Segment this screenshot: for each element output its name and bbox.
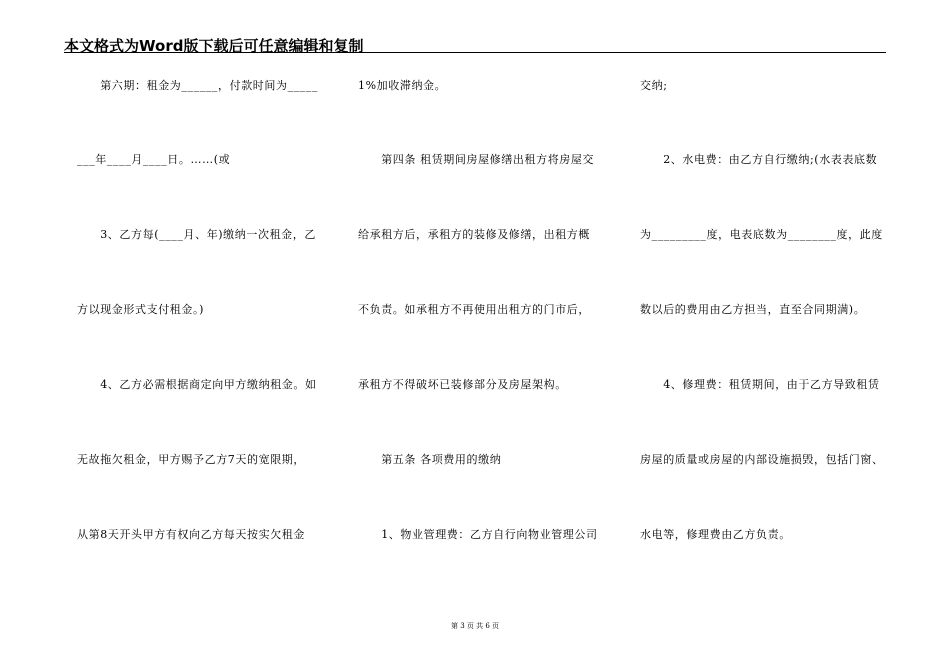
- text-line: 1%加收滞纳金。: [358, 79, 447, 92]
- text-line: 给承租方后，承租方的装修及修缮，出租方概: [358, 228, 590, 241]
- text-line: 无故拖欠租金，甲方赐予乙方7天的宽限期，: [77, 453, 305, 466]
- text-line: 方以现金形式支付租金。): [77, 303, 204, 316]
- text-line: ___年____月____日。……(或: [77, 153, 231, 166]
- text-line: 从第8天开头甲方有权向乙方每天按实欠租金: [77, 528, 305, 541]
- text-line: 数以后的费用由乙方担当，直至合同期满)。: [640, 303, 866, 316]
- text-line: 不负责。如承租方不再使用出租方的门市后，: [358, 303, 590, 316]
- text-line: 承租方不得破坏已装修部分及房屋架构。: [358, 378, 567, 391]
- text-line: 4、修理费：租赁期间，由于乙方导致租赁: [640, 378, 880, 391]
- text-line: 4、乙方必需根据商定向甲方缴纳租金。如: [77, 378, 317, 391]
- document-header-title: 本文格式为Word版下载后可任意编辑和复制: [64, 37, 364, 55]
- text-line: 3、乙方每(____月、年)缴纳一次租金，乙: [77, 228, 316, 241]
- text-line: 第五条 各项费用的缴纳: [358, 453, 502, 466]
- text-line: 房屋的质量或房屋的内部设施损毁，包括门窗、: [640, 453, 884, 466]
- text-line: 2、水电费：由乙方自行缴纳;(水表表底数: [640, 153, 878, 166]
- text-line: 第六期：租金为______，付款时间为_____: [77, 79, 319, 92]
- text-line: 交纳;: [640, 79, 668, 92]
- header-divider: [64, 52, 886, 53]
- text-line: 1、物业管理费：乙方自行向物业管理公司: [358, 528, 598, 541]
- text-line: 第四条 租赁期间房屋修缮出租方将房屋交: [358, 153, 595, 166]
- text-line: 为_________度，电表底数为________度，此度: [640, 228, 883, 241]
- text-line: 水电等，修理费由乙方负责。: [640, 528, 791, 541]
- page-number: 第 3 页 共 6 页: [450, 622, 500, 630]
